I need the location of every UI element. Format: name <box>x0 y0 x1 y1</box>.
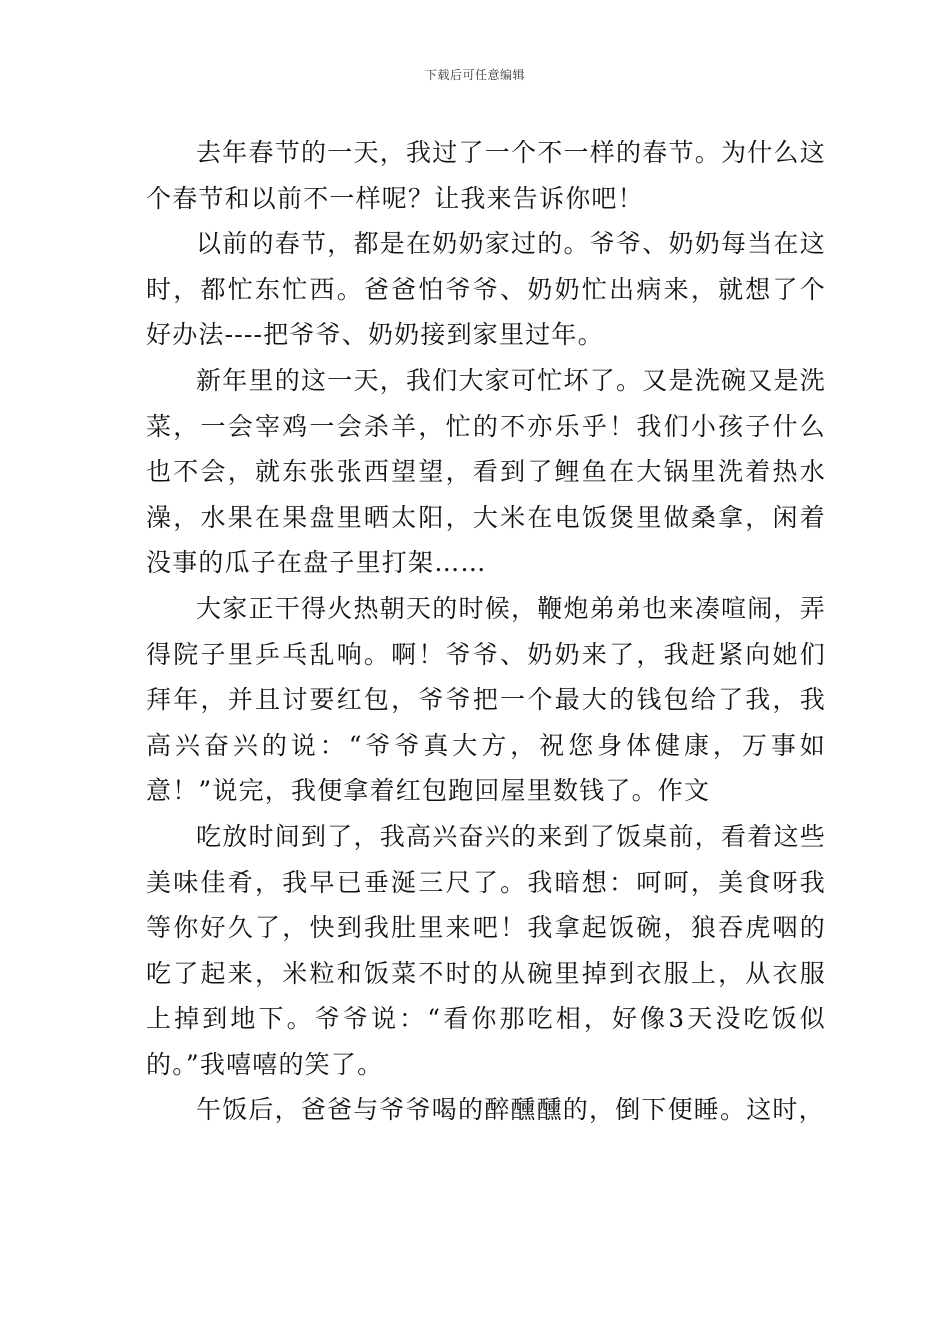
header-note: 下载后可任意编辑 <box>424 68 525 82</box>
paragraph-1: 去年春节的一天，我过了一个不一样的春节。为什么这个春节和以前不一样呢？让我来告诉你吧！ <box>146 138 826 213</box>
document-body <box>146 130 826 1133</box>
paragraph-2: 以前的春节，都是在奶奶家过的。爷爷、奶奶每当在这时，都忙东忙西。爸爸怕爷爷、奶奶忙出病来，就想了个好办法----把爷爷、奶奶接到家里过年。 <box>146 229 826 350</box>
paragraph-3: 新年里的这一天，我们大家可忙坏了。又是洗碗又是洗菜，一会宰鸡一会杀羊，忙的不亦乐乎！我们小孩子什么也不会，就东张张西望望，看到了鲤鱼在大锅里洗着热水澡，水果在果盘里晒太阳，大米在电饭煲里做桑拿，闲着没事的瓜子在盘子里打架…… <box>146 365 826 578</box>
paragraph-5: 吃放时间到了，我高兴奋兴的来到了饭桌前，看着这些美味佳肴，我早已垂涎三尺了。我暗想：呵呵，美食呀我等你好久了，快到我肚里来吧！我拿起饭碗，狼吞虎咽的吃了起来，米粒和饭菜不时的从碗里掉到衣服上，从衣服上掉到地下。爷爷说：“看你那吃相，好像3天没吃饭似的。”我嘻嘻的笑了。 <box>146 821 826 1079</box>
paragraph-4: 大家正干得火热朝天的时候，鞭炮弟弟也来凑喧闹，弄得院子里乒乓乱响。啊！爷爷、奶奶来了，我赶紧向她们拜年，并且讨要红包，爷爷把一个最大的钱包给了我，我高兴奋兴的说：“爷爷真大方，祝您身体健康，万事如意！”说完，我便拿着红包跑回屋里数钱了。作文 <box>146 593 826 806</box>
paragraph-6: 午饭后，爸爸与爷爷喝的醉醺醺的，倒下便睡。这时， <box>196 1095 825 1125</box>
